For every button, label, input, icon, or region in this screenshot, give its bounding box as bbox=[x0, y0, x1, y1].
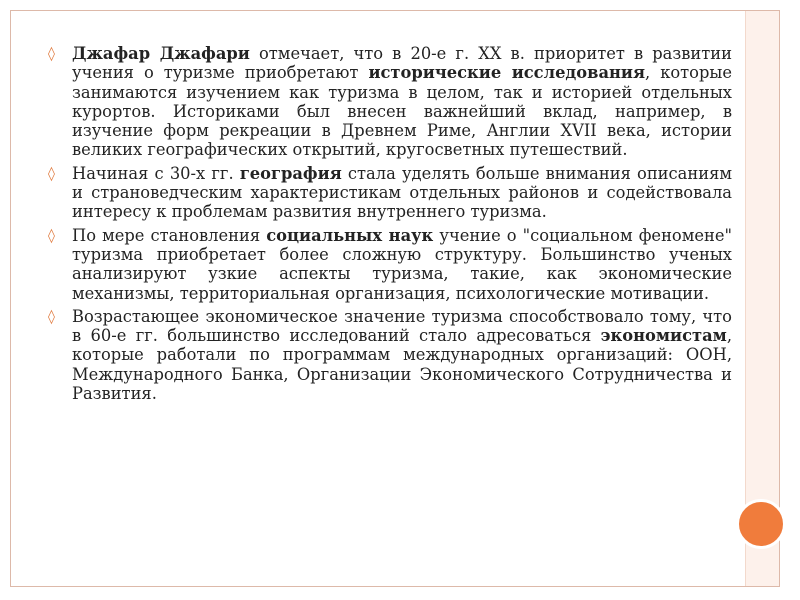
bullet-paragraph bbox=[48, 164, 732, 222]
orange-circle-icon bbox=[736, 499, 786, 549]
paragraph-segment: социальных наук bbox=[266, 225, 434, 245]
paragraph-segment: Начиная с 30-х гг. bbox=[72, 163, 240, 183]
paragraph-segment: , которые работали по программам международных организаций: ООН, Международного Банка, Организации Экономического Сотрудничества и Развития. bbox=[72, 326, 732, 404]
bullet-paragraph bbox=[48, 44, 732, 160]
bullet-diamond-icon: ◊ bbox=[48, 165, 55, 182]
paragraph-segment: Возрастающее экономическое значение туризма способствовало тому, что в 60-е гг. большинство исследований стало адресоваться bbox=[72, 306, 732, 346]
bullet-diamond-icon: ◊ bbox=[48, 308, 55, 325]
bullet-diamond-icon: ◊ bbox=[48, 227, 55, 244]
slide-body bbox=[48, 44, 732, 407]
paragraph-segment: учение о "социальном феномене" туризма приобретает более сложную структуру. Большинство ученых анализируют узкие аспекты туризма, такие, как экономические механизмы, территориальная организация, психологические мотивации. bbox=[72, 225, 732, 303]
paragraph-segment: , которые занимаются изучением как туризма в целом, так и историей отдельных курортов. Историками был внесен важнейший вклад, например, в изучение форм рекреации в Древнем Риме, Англии XVII века, истории великих географических открытий, кругосветных путешествий. bbox=[72, 63, 732, 160]
paragraph-segment: экономистам bbox=[600, 326, 727, 346]
paragraph-segment: исторические исследования bbox=[368, 63, 646, 83]
paragraph-segment: Джафар Джафари bbox=[72, 44, 250, 63]
bullet-paragraph bbox=[48, 226, 732, 303]
bullet-paragraph bbox=[48, 307, 732, 403]
paragraph-segment: По мере становления bbox=[72, 225, 267, 245]
paragraph-segment: стала уделять больше внимания описаниям и страноведческим характеристикам отдельных районов и содействовала интересу к проблемам развития внутреннего туризма. bbox=[72, 163, 733, 222]
paragraph-segment: отмечает, что в 20-е г. XX в. приоритет в развитии учения о туризме приобретают bbox=[72, 44, 732, 83]
bullet-diamond-icon: ◊ bbox=[48, 46, 55, 62]
paragraph-segment: география bbox=[239, 163, 342, 183]
